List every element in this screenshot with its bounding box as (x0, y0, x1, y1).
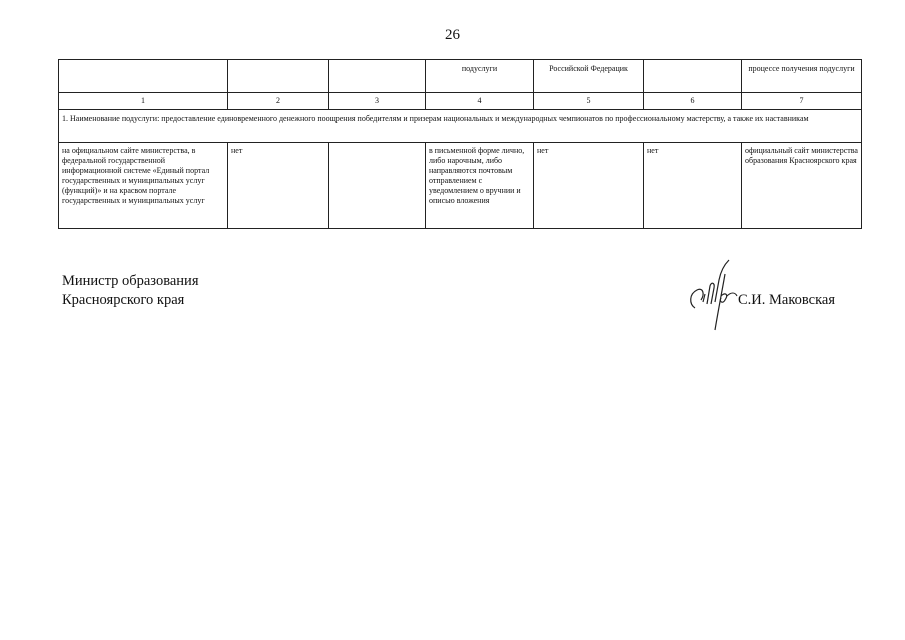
data-cell-5: нет (534, 143, 644, 229)
header-cell-5: Российской Федерацик (534, 60, 644, 93)
header-cell-4: подуслуги (426, 60, 534, 93)
handwritten-signature-icon (685, 256, 745, 336)
data-cell-2: нет (228, 143, 329, 229)
signatory-position (62, 272, 198, 310)
column-number: 3 (329, 93, 426, 110)
column-number: 5 (534, 93, 644, 110)
header-cell-1 (59, 60, 228, 93)
table-header-row (59, 60, 862, 93)
page-number: 26 (445, 27, 460, 43)
column-number: 4 (426, 93, 534, 110)
data-cell-info-channels: на официальном сайте министерства, в федеральной государственной информационной системе «Единый портал государственных и муниципальных услуг (функций)» и на красвом портале государственных и муниципальных услуг (59, 143, 228, 229)
data-cell-complaint-channel: официальный сайт министерства образования Красноярского края (742, 143, 862, 229)
data-cell-3 (329, 143, 426, 229)
header-cell-2 (228, 60, 329, 93)
table-row (59, 143, 862, 229)
data-cell-6: нет (644, 143, 742, 229)
section-title: 1. Наименование подуслуги: предоставление единовременного денежного поощрения победителям и призерам национальных и международных чемпионатов по профессиональному мастерству, а также их наставникам (59, 110, 862, 143)
position-line-1: Министр образования (62, 273, 199, 289)
column-number: 6 (644, 93, 742, 110)
header-cell-7: процессе получения подуслуги (742, 60, 862, 93)
header-cell-3 (329, 60, 426, 93)
column-number-row (59, 93, 862, 110)
services-table (58, 59, 862, 229)
column-number: 2 (228, 93, 329, 110)
header-cell-6 (644, 60, 742, 93)
signatory-name: С.И. Маковская (738, 292, 836, 308)
signature-area (685, 256, 865, 336)
column-number: 1 (59, 93, 228, 110)
data-cell-submission-method: в письменной форме лично, либо нарочным, либо направляются почтовым отправлением с уведомлением о вручнии и описью вложения (426, 143, 534, 229)
position-line-2: Красноярского края (62, 292, 185, 308)
column-number: 7 (742, 93, 862, 110)
section-title-row (59, 110, 862, 143)
